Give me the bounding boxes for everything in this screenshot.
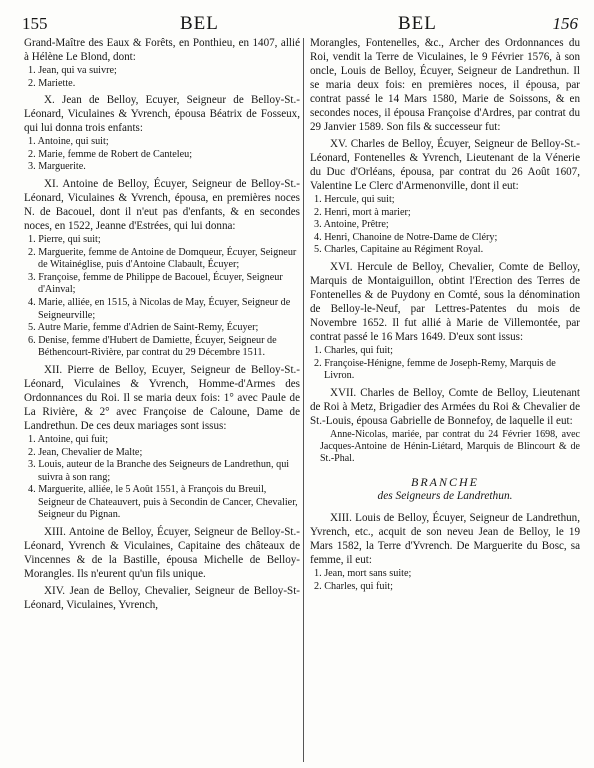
continued-paragraph: Grand-Maître des Eaux & Forêts, en Ponthieu, en 1407, allié à Hélène Le Blond, dont:: [24, 37, 300, 63]
enumeration-list: [24, 234, 300, 360]
enumeration-list: [310, 345, 580, 383]
list-item: 4. Henri, Chanoine de Notre-Dame de Cléry;: [314, 231, 498, 243]
list-item: 3. Marguerite.: [28, 161, 86, 173]
list-item: 1. Charles, qui fuit;: [314, 344, 393, 356]
list-item: 2. Françoise-Hénigne, femme de Joseph-Remy, Marquis de Livron.: [314, 357, 556, 382]
enumeration-list: [24, 65, 300, 90]
list-item: 5. Charles, Capitaine au Régiment Royal.: [314, 244, 484, 256]
list-item: 2. Marie, femme de Robert de Canteleu;: [28, 148, 193, 160]
list-item: 1. Jean, qui va suivre;: [28, 65, 117, 76]
page-number-left: 155: [22, 14, 48, 33]
generation-paragraph: XIV. Jean de Belloy, Chevalier, Seigneur de Belloy-St-Léonard, Viculaines, Yvrench,: [24, 585, 300, 612]
list-item: 3. Antoine, Prêtre;: [314, 219, 389, 231]
list-item: 4. Marie, alliée, en 1515, à Nicolas de May, Écuyer, Seigneur de Seigneurville;: [28, 296, 291, 321]
list-item: 1. Jean, mort sans suite;: [314, 568, 412, 580]
left-column: [24, 36, 300, 612]
branch-title: BRANCHE: [411, 475, 479, 490]
enumeration-list: [24, 136, 300, 174]
generation-paragraph: XVII. Charles de Belloy, Comte de Belloy, Lieutenant de Roi à Metz, Brigadier des Armées du Roi & Chevalier de St.-Louis, épousa Gabrielle de Bonnefoy, de laquelle il eut:: [310, 386, 580, 427]
list-item: 2. Charles, qui fuit;: [314, 580, 393, 592]
running-head-left: BEL: [180, 13, 219, 34]
list-item: 5. Autre Marie, femme d'Adrien de Saint-Remy, Écuyer;: [28, 322, 259, 334]
generation-paragraph: XVI. Hercule de Belloy, Chevalier, Comte de Belloy, Marquis de Montaiguillon, obtint l'Erection des Terres de Fontenelles & de Puydony en Comté, sous la dénomination de Belloy-le-Neuf, par Lettres-Patentes du mois de Novembre 1652. Il fut allié à Marie de Villemontée, par contrat passé le 16 Mars 1649. D'eux sont issus:: [310, 260, 580, 343]
generation-paragraph: X. Jean de Belloy, Ecuyer, Seigneur de Belloy-St.-Léonard, Viculaines & Yvrench, épousa Béatrix de Fosseux, qui lui donna trois enfants:: [24, 94, 300, 135]
list-item: 1. Pierre, qui suit;: [28, 233, 101, 245]
running-head-right: BEL: [398, 13, 437, 34]
continued-paragraph: Morangles, Fontenelles, &c., Archer des Ordonnances du Roi, vendit la Terre de Viculaines, le 9 Février 1576, à son oncle, Louis de Belloy, Écuyer, Seigneur de Landrethun. Il se maria deux fois: en premières noces, il épousa, par contrat passé le 14 Mars 1580, Marie de Soissons, & en secondes noces, il épousa Françoise d'Ardres, par contrat du 29 Janvier 1589. Son fils & successeur fut:: [310, 37, 580, 133]
list-item: 4. Marguerite, alliée, le 5 Août 1551, à François du Breuil, Seigneur de Chateauvert, puis à Secondin de Cancer, Chevalier, Seigneur du Pignan.: [28, 484, 298, 521]
note-paragraph: Anne-Nicolas, mariée, par contrat du 24 Février 1698, avec Jacques-Antoine de Hénin-Liétard, Marquis de Blincourt & de St.-Phal.: [320, 428, 580, 465]
list-item: 2. Jean, Chevalier de Malte;: [28, 446, 143, 458]
list-item: 1. Antoine, qui fuit;: [28, 433, 109, 445]
list-item: 3. Françoise, femme de Philippe de Bacouel, Écuyer, Seigneur d'Ainval;: [28, 271, 283, 296]
generation-paragraph: XII. Pierre de Belloy, Ecuyer, Seigneur de Belloy-St.-Léonard, Viculaines & Yvrench, Homme-d'Armes des Ordonnances du Roi. Il se maria deux fois: 1° avec Paule de La Rivière, & 2° avec Françoise de Caloune, Dame de Landrethun. De ces deux mariages sont issus:: [24, 363, 300, 432]
enumeration-list: [24, 434, 300, 522]
branch-subtitle: des Seigneurs de Landrethun.: [377, 490, 513, 503]
column-divider: [303, 38, 304, 762]
page-number-right: 156: [552, 14, 578, 33]
list-item: 1. Hercule, qui suit;: [314, 194, 395, 205]
list-item: 2. Mariette.: [28, 77, 76, 89]
enumeration-list: [310, 568, 580, 593]
generation-paragraph: XV. Charles de Belloy, Écuyer, Seigneur de Belloy-St.-Léonard, Fontenelles & Yvrench, Lieutenant de la Vénerie du Duc d'Orléans, épousa, par contrat du 26 Août 1607, Valentine Le Clerc d'Armenonville, dont il eut:: [310, 138, 580, 192]
list-item: 6. Denise, femme d'Hubert de Damiette, Écuyer, Seigneur de Béthencourt-Rivière, par contrat du 29 Décembre 1511.: [28, 334, 277, 359]
list-item: 2. Henri, mort à marier;: [314, 206, 411, 218]
generation-paragraph: XIII. Louis de Belloy, Écuyer, Seigneur de Landrethun, Yvrench, etc., acquit de son neveu Jean de Belloy, le 19 Mars 1582, la Terre d'Yvrench. De Marguerite du Bosc, sa femme, il eut:: [310, 512, 580, 567]
list-item: 3. Louis, auteur de la Branche des Seigneurs de Landrethun, qui suivra à son rang;: [28, 459, 290, 483]
enumeration-list: [310, 194, 580, 257]
generation-paragraph: XI. Antoine de Belloy, Écuyer, Seigneur de Belloy-St.-Léonard, Viculaines & Yvrench, épousa, en premières noces N. de Bacouel, dont il n'eut pas d'enfants, & en secondes noces, en 1522, Jeanne d'Estrées, qui lui donna:: [24, 177, 300, 232]
right-column: [310, 36, 580, 597]
list-item: 1. Antoine, qui suit;: [28, 136, 109, 148]
generation-paragraph: XIII. Antoine de Belloy, Écuyer, Seigneur de Belloy-St.-Léonard, Yvrench & Viculaines, Capitaine des châteaux de Vincennes & de la Bastille, épousa Michelle de Belloy-Morangles. Ils n'eurent qu'un fils unique.: [24, 526, 300, 581]
list-item: 2. Marguerite, femme de Antoine de Domqueur, Écuyer, Seigneur de Witainéglise, puis d'Antoine Clabault, Écuyer;: [28, 246, 297, 271]
